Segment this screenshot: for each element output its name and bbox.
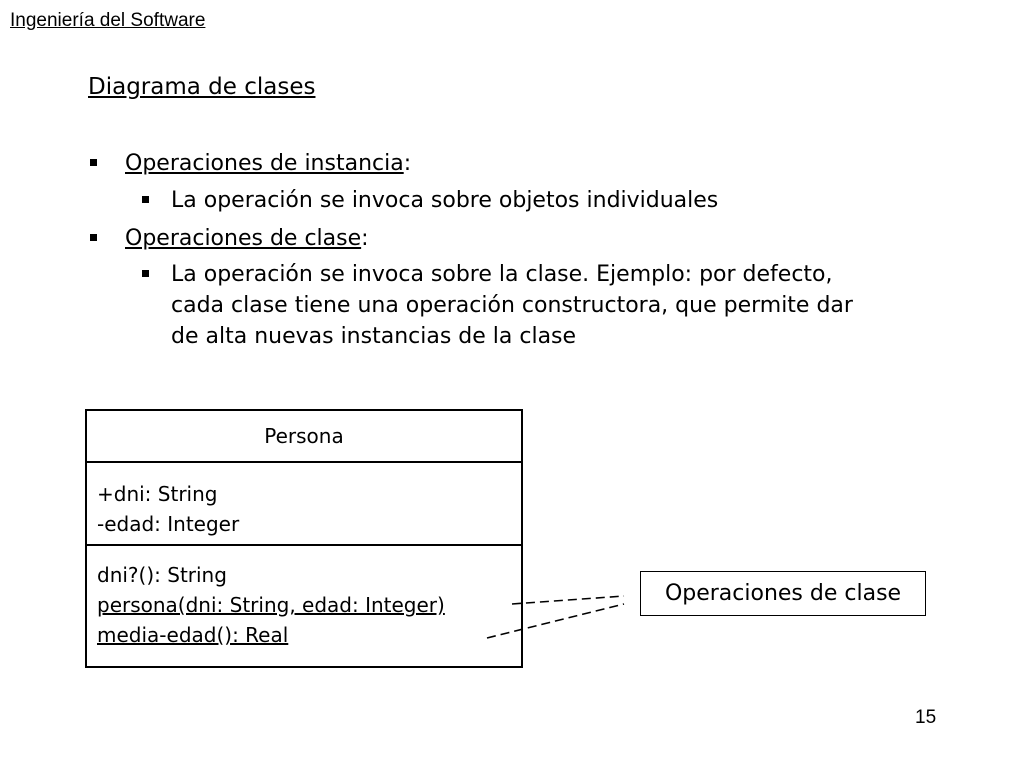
bullet-term: Operaciones de instancia	[125, 151, 404, 176]
course-header: Ingeniería del Software	[10, 10, 206, 31]
uml-attribute: -edad: Integer	[97, 512, 240, 536]
uml-note: Operaciones de clase	[640, 571, 926, 616]
slide-title: Diagrama de clases	[88, 74, 316, 100]
bullet-suffix: :	[403, 151, 412, 176]
page-number: 15	[915, 707, 937, 728]
sub-bullet-line: La operación se invoca sobre la clase. Ejemplo: por defecto,	[171, 262, 833, 287]
dashed-connector	[487, 604, 624, 638]
uml-operation: dni?(): String	[97, 563, 227, 587]
uml-static-operation: media-edad(): Real	[97, 623, 289, 647]
uml-attribute: +dni: String	[97, 482, 218, 506]
bullet-term: Operaciones de clase	[125, 226, 362, 251]
sub-bullet-item: La operación se invoca sobre objetos individuales	[171, 188, 719, 213]
uml-class-name: Persona	[87, 411, 521, 463]
bullet-suffix: :	[361, 226, 369, 251]
sub-bullet-line: cada clase tiene una operación constructora, que permite dar	[171, 293, 853, 318]
uml-static-operation: persona(dni: String, edad: Integer)	[97, 593, 445, 617]
sub-bullet-line: de alta nuevas instancias de la clase	[171, 324, 577, 349]
dashed-connector	[512, 596, 624, 604]
